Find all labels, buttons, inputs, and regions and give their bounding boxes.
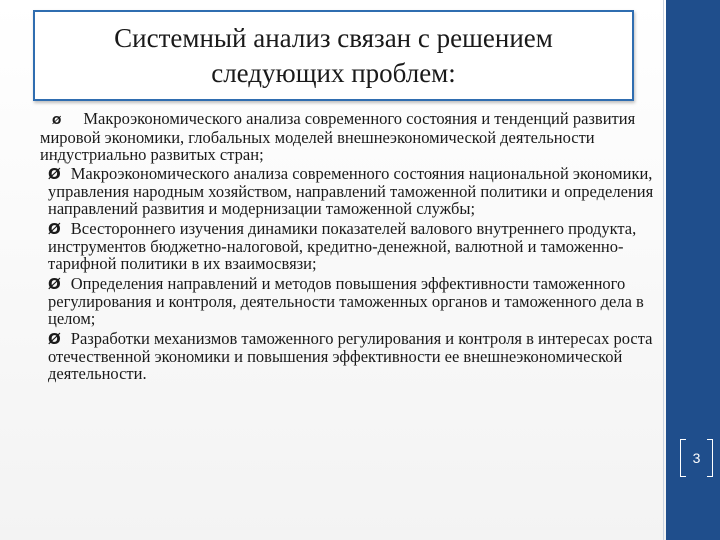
arrow-bullet-icon: Ø xyxy=(48,330,61,348)
list-item-text: Разработки механизмов таможенного регулирования и контроля в интересах роста отечественной экономики и повышения эффективности ее внешнеэкономической деятельности. xyxy=(48,329,653,383)
list-item xyxy=(40,110,660,163)
list-item xyxy=(40,165,660,217)
bullet-list xyxy=(40,110,660,385)
title-box xyxy=(33,10,634,101)
list-item-text: Всестороннего изучения динамики показателей валового внутреннего продукта, инструментов бюджетно-налоговой, кредитно-денежной, валютной и таможенно-тарифной политики в их взаимосвязи; xyxy=(48,219,637,273)
list-item xyxy=(40,220,660,272)
slide-title: Системный анализ связан с решением следующих проблем: xyxy=(114,22,553,88)
arrow-bullet-icon: Ø xyxy=(48,220,61,238)
list-item xyxy=(40,275,660,327)
arrow-bullet-icon: Ø xyxy=(48,275,61,293)
arrow-bullet-icon: Ø xyxy=(52,114,62,127)
page-number-badge xyxy=(680,439,713,477)
list-item xyxy=(40,330,660,382)
side-divider xyxy=(663,0,664,540)
right-bracket-icon xyxy=(707,439,713,477)
arrow-bullet-icon: Ø xyxy=(48,165,61,183)
page-number: 3 xyxy=(692,450,701,466)
list-item-text: Макроэкономического анализа современного состояния национальной экономики, управления народным хозяйством, направлений таможенной политики и определения направлений развития и модернизации таможенной службы; xyxy=(48,164,654,218)
list-item-text: Определения направлений и методов повышения эффективности таможенного регулирования и контроля, деятельности таможенных органов и таможенного дела в целом; xyxy=(48,274,644,328)
list-item-text: Макроэкономического анализа современного состояния и тенденций развития мировой экономики, глобальных моделей внешнеэкономической деятельности индустриально развитых стран; xyxy=(40,109,636,164)
left-bracket-icon xyxy=(680,439,686,477)
